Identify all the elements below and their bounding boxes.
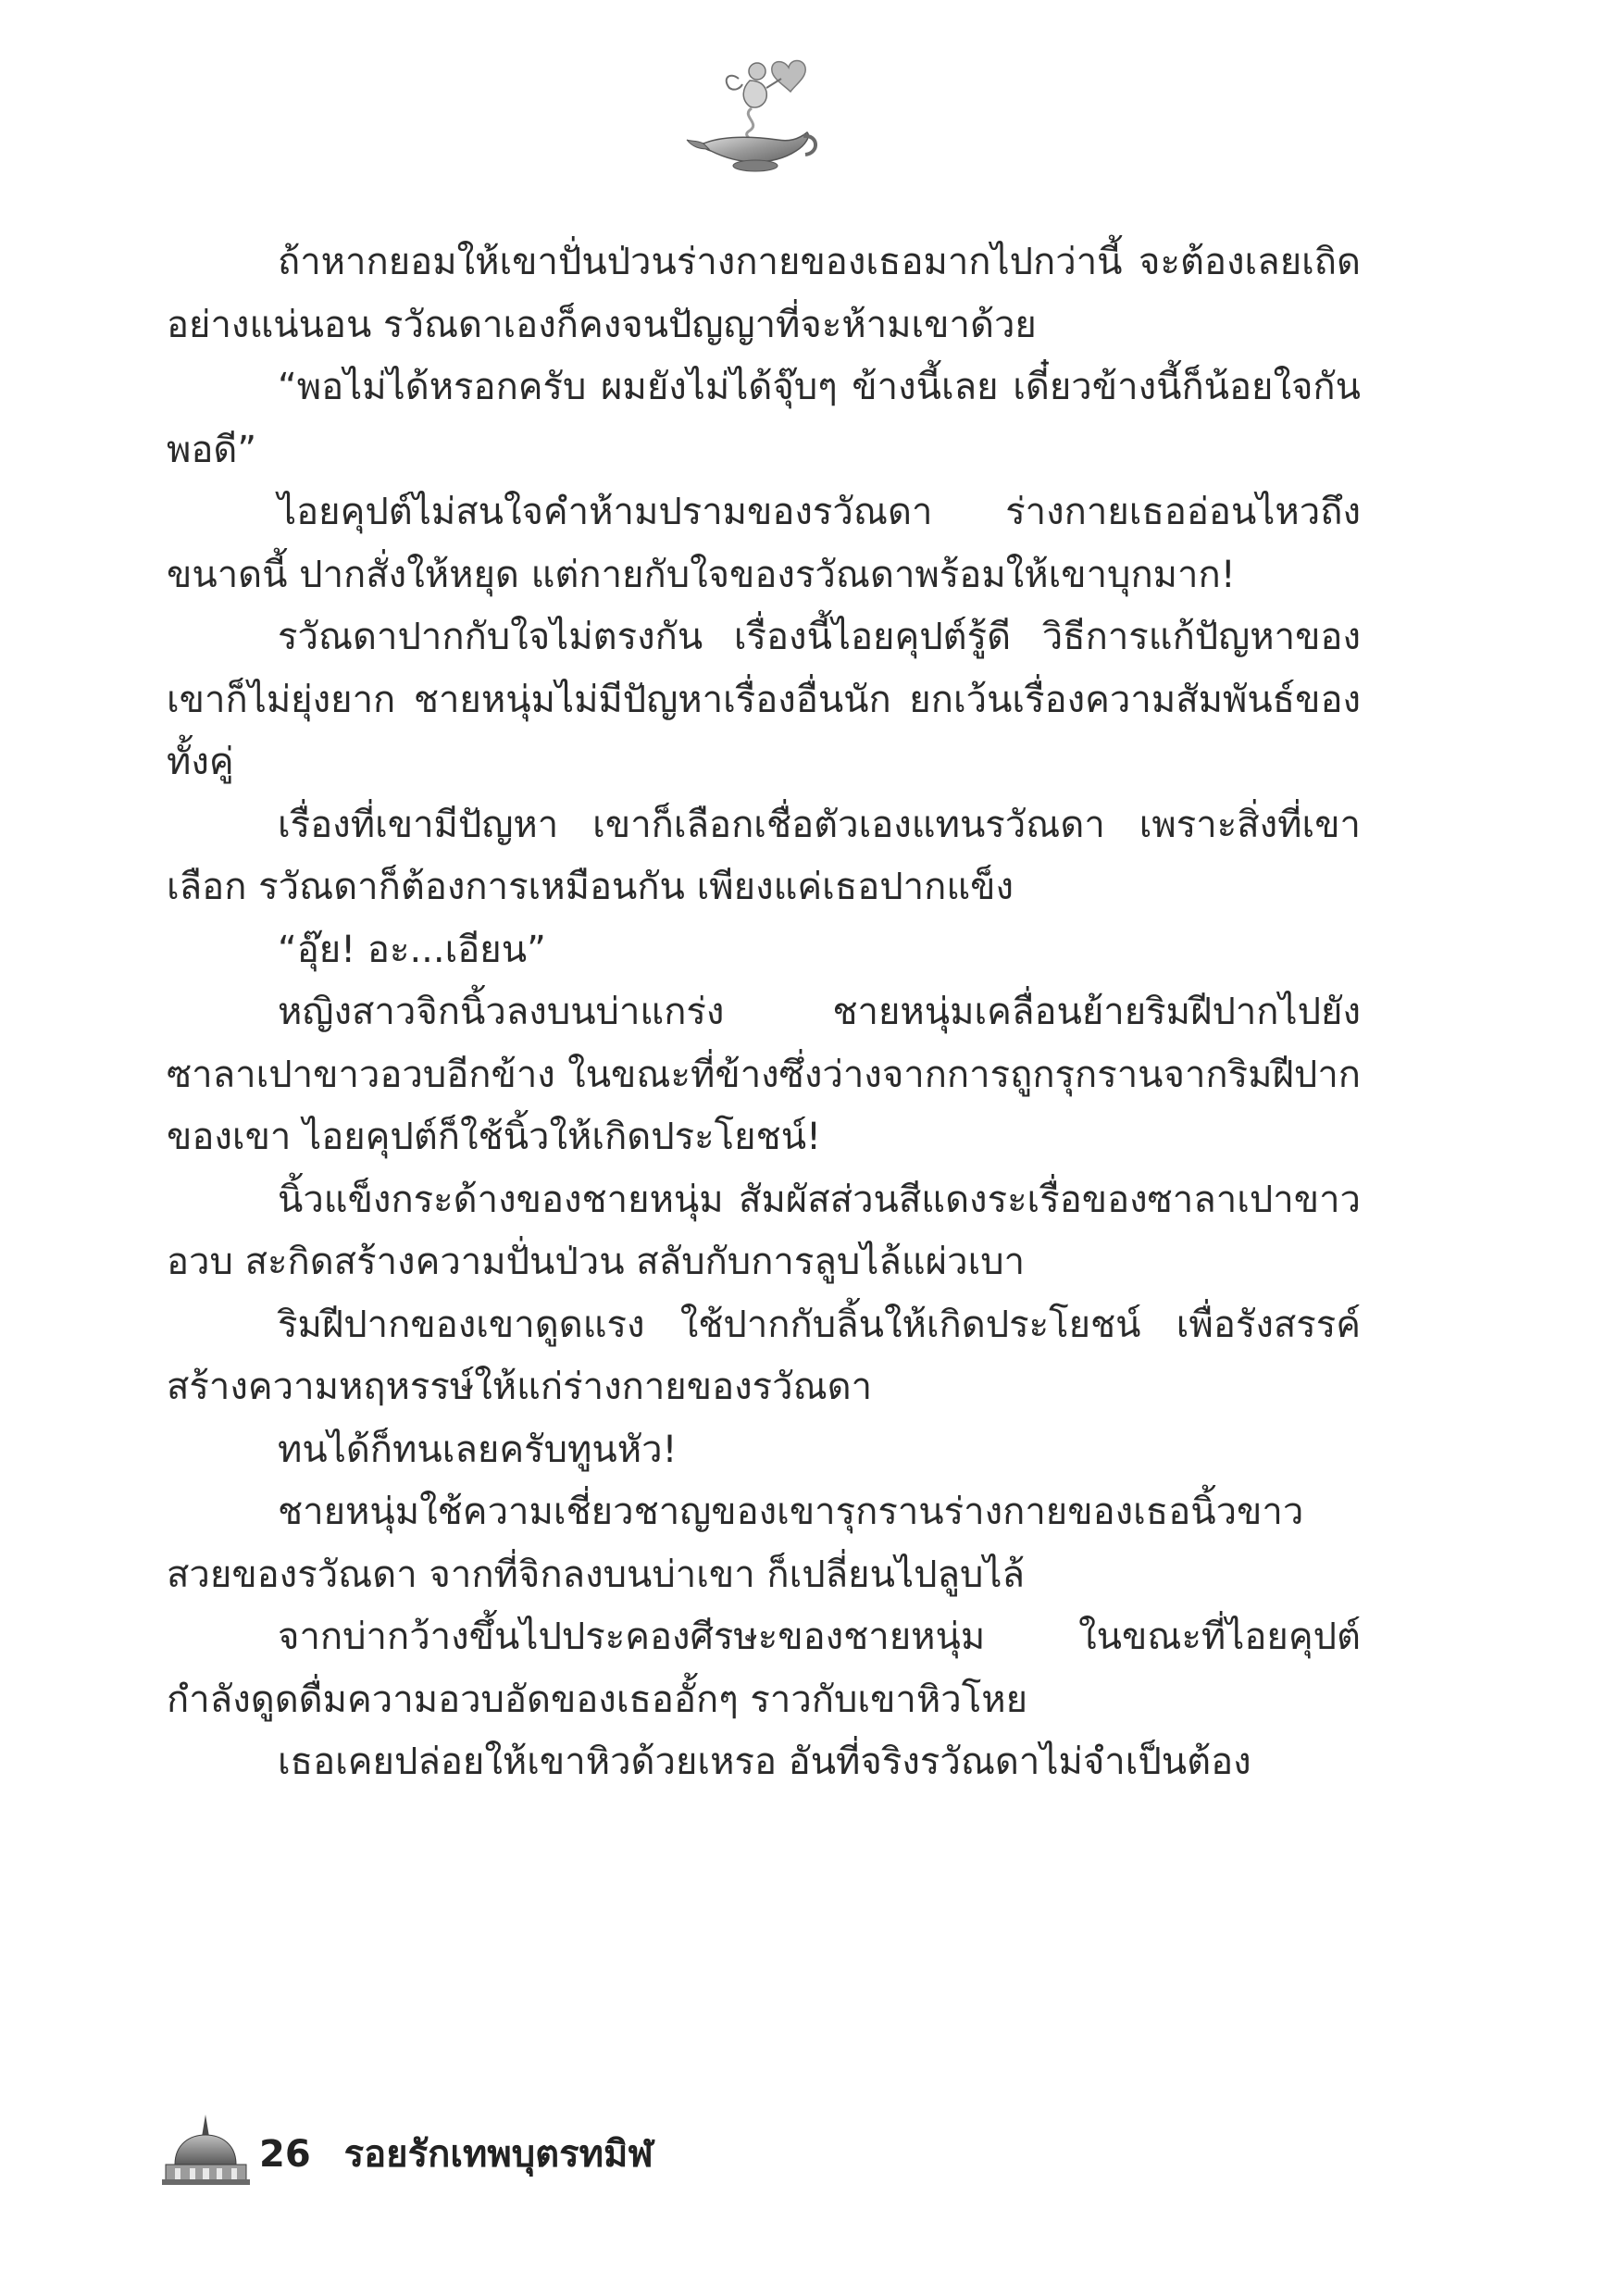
page-number: 26 (259, 2133, 311, 2176)
paragraph: หญิงสาวจิกนิ้วลงบนบ่าแกร่ง ชายหนุ่มเคลื่อนย้ายริมฝีปากไปยังซาลาเปาขาวอวบอีกข้าง ในขณะที่ข้างซึ่งว่างจากการถูกรุกรานจากริมฝีปากของเขา ไอยคุปต์ก็ใช้นิ้วให้เกิดประโยชน์! (167, 991, 1361, 1158)
paragraph: ทนได้ก็ทนเลยครับทูนหัว! (278, 1428, 678, 1471)
paragraph: ไอยคุปต์ไม่สนใจคำห้ามปรามของรวัณดา ร่างกายเธออ่อนไหวถึงขนาดนี้ ปากสั่งให้หยุด แต่กายกับใจของรวัณดาพร้อมให้เขาบุกมาก! (167, 491, 1361, 596)
page-footer (162, 2103, 653, 2187)
temple-icon (162, 2113, 250, 2187)
paragraph: รวัณดาปากกับใจไม่ตรงกัน เรื่องนี้ไอยคุปต์รู้ดี วิธีการแก้ปัญหาของเขาก็ไม่ยุ่งยาก ชายหนุ่มไม่มีปัญหาเรื่องอื่นนัก ยกเว้นเรื่องความสัมพันธ์ของทั้งคู่ (167, 616, 1361, 783)
paragraph: “พอไม่ได้หรอกครับ ผมยังไม่ได้จุ๊บๆ ข้างนี้เลย เดี๋ยวข้างนี้ก็น้อยใจกันพอดี” (167, 366, 1361, 471)
paragraph: “อุ๊ย! อะ...เอียน” (278, 928, 546, 971)
paragraph: เธอเคยปล่อยให้เขาหิวด้วยเหรอ อันที่จริงรวัณดาไม่จำเป็นต้อง (278, 1741, 1251, 1783)
paragraph: เรื่องที่เขามีปัญหา เขาก็เลือกเชื่อตัวเองแทนรวัณดา เพราะสิ่งที่เขาเลือก รวัณดาก็ต้องการเหมือนกัน เพียงแค่เธอปากแข็ง (167, 803, 1361, 908)
paragraph: นิ้วแข็งกระด้างของชายหนุ่ม สัมผัสส่วนสีแดงระเรื่อของซาลาเปาขาวอวบ สะกิดสร้างความปั่นป่วน สลับกับการลูบไล้แผ่วเบา (167, 1178, 1361, 1283)
body-text (167, 231, 1361, 1794)
paragraph: ชายหนุ่มใช้ความเชี่ยวชาญของเขารุกรานร่างกายของเธอนิ้วขาวสวยของรวัณดา จากที่จิกลงบนบ่าเขา ก็เปลี่ยนไปลูบไล้ (167, 1491, 1304, 1596)
paragraph: ถ้าหากยอมให้เขาปั่นป่วนร่างกายของเธอมากไปกว่านี้ จะต้องเลยเถิดอย่างแน่นอน รวัณดาเองก็คงจนปัญญาที่จะห้ามเขาด้วย (167, 241, 1361, 346)
book-title: รอยรักเทพบุตรทมิฬ (343, 2133, 653, 2176)
genie-lamp-icon (685, 51, 824, 176)
paragraph: ริมฝีปากของเขาดูดแรง ใช้ปากกับลิ้นให้เกิดประโยชน์ เพื่อรังสรรค์สร้างความหฤหรรษ์ให้แก่ร่างกายของรวัณดา (167, 1303, 1361, 1408)
paragraph: จากบ่ากว้างขึ้นไปประคองศีรษะของชายหนุ่ม ในขณะที่ไอยคุปต์กำลังดูดดื่มความอวบอัดของเธออั้กๆ ราวกับเขาหิวโหย (167, 1616, 1361, 1721)
